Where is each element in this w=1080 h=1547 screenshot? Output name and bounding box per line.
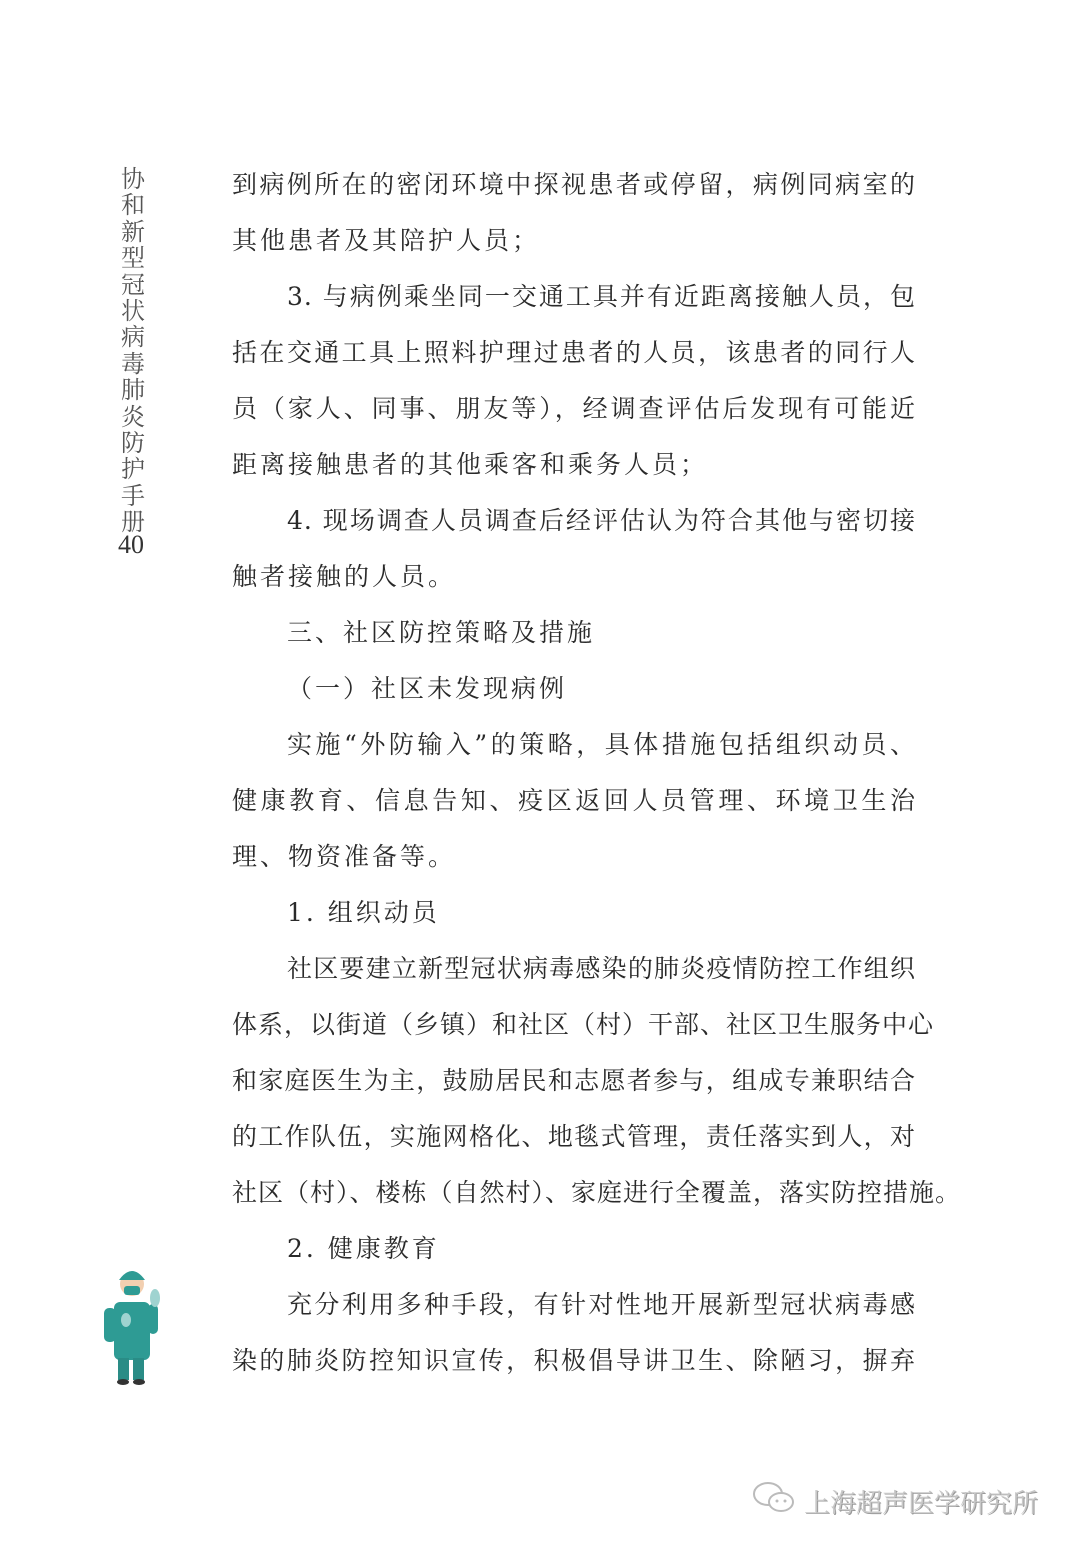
text-line: 三、社区防控策略及措施 [287,618,596,647]
text-line: 充分利用多种手段，有针对性地开展新型冠状病毒感 [287,1290,916,1319]
text-line: 括在交通工具上照料护理过患者的人员，该患者的同行人 [232,338,916,367]
text-line: 体系，以街道（乡镇）和社区（村）干部、社区卫生服务中心 [232,1010,935,1039]
text-line: 理、物资准备等。 [232,842,457,871]
text-line: 社区要建立新型冠状病毒感染的肺炎疫情防控工作组织 [287,954,916,983]
doctor-illustration [100,1258,170,1388]
watermark [752,1480,1038,1523]
text-line: 的工作队伍，实施网格化、地毯式管理，责任落实到人，对 [232,1122,916,1151]
watermark-text: 上海超声医学研究所 [804,1489,1039,1519]
text-line: 1. 组织动员 [287,898,440,927]
text-line: 触者接触的人员。 [232,562,457,591]
text-line: 和家庭医生为主，鼓励居民和志愿者参与，组成专兼职结合 [232,1066,916,1095]
text-line: 社区（村）、楼栋（自然村）、家庭进行全覆盖，落实防控措施。 [232,1178,962,1207]
book-title-vertical: 协和新型冠状病毒肺炎防护手册 [121,165,145,537]
text-line: 4. 现场调查人员调查后经评估认为符合其他与密切接 [287,506,916,535]
text-line: 员（家人、同事、朋友等），经调查评估后发现有可能近 [232,394,916,423]
wechat-icon [752,1480,796,1523]
text-line: 距离接触患者的其他乘客和乘务人员； [232,450,709,479]
text-line: 健康教育、信息告知、疫区返回人员管理、环境卫生治 [232,786,916,815]
text-line: 其他患者及其陪护人员； [232,226,541,255]
text-line: 染的肺炎防控知识宣传，积极倡导讲卫生、除陋习，摒弃 [232,1346,916,1375]
page-number: 40 [118,530,144,559]
text-line: 到病例所在的密闭环境中探视患者或停留，病例同病室的 [232,170,916,199]
body-text [232,157,962,1389]
text-line: 实施“外防输入”的策略，具体措施包括组织动员、 [287,730,916,759]
text-line: 2. 健康教育 [287,1234,440,1263]
text-line: （一）社区未发现病例 [287,674,568,703]
text-line: 3. 与病例乘坐同一交通工具并有近距离接触人员，包 [287,282,916,311]
